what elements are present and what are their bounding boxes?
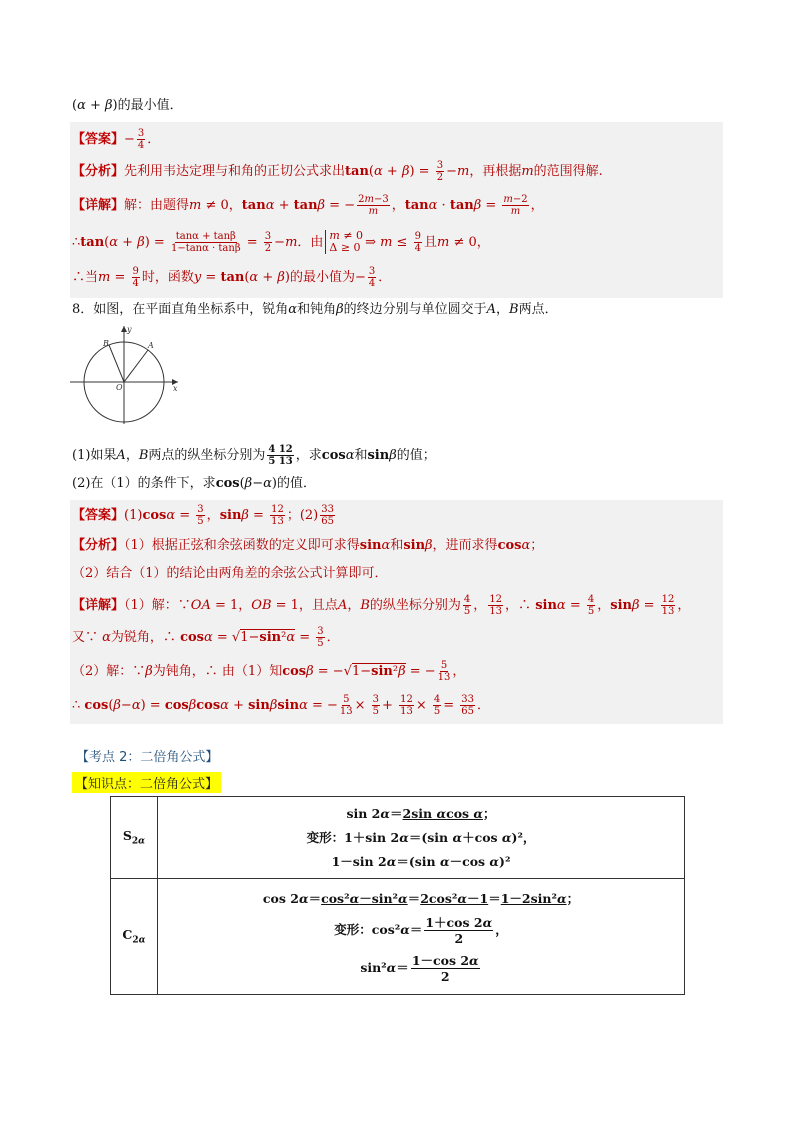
point-a-label: A [148,341,154,350]
formula-line: 1－sin 2α＝(sin α－cos α)² [331,853,511,869]
detail-tag: 【详解】 [72,598,125,613]
q7-detail-line2: ∴tan(α + β) = $\frac{\tan\alpha + \tan\beta}{1-\tan\alpha \cdot \tan\beta}$ = $\frac{3}{2}$ −m．由 m ≠ 0 Δ ≥ 0 ⇒ m ≤ $\frac{9}{4}$ 且m ≠ 0， [72,229,490,254]
q7-detail-line3: ∴当m = $\frac{9}{4}$ 时，函数y = tan(α + β)的最小值为− $\frac{3}{4}$ ． [72,266,392,289]
q7-analysis: 【分析】先利用韦达定理与和角的正切公式求出tan(α + β) = $\frac{3}{2}$ −m，再根据m的范围得解. [72,160,603,183]
answer-tag: 【答案】 [72,132,125,147]
q8-detail-line2: 又∵ α为锐角，∴ cosα = √1−sin²α = $\frac{3}{5}$ ． [72,626,340,649]
formula-line: sin²α＝ $\frac{1-\cos 2\alpha}{2}$ [360,952,479,984]
analysis-tag: 【分析】 [72,164,125,179]
section-heading: 【考点 2：二倍角公式】 [76,750,219,765]
q8-detail-line3: （2）解：∵β为钝角，∴ 由（1）知cosβ = −√1−sin²β = − $\frac{5}{13}$ ， [72,660,466,683]
knowledge-point-label: 【知识点：二倍角公式】 [72,772,221,793]
q7-answer: 【答案】− $\frac{3}{4}$ ． [72,128,161,151]
unit-circle-figure [66,322,182,426]
formula-line: 变形：cos²α＝ $\frac{1+\cos 2\alpha}{2}$ ， [334,914,508,946]
formula-line: sin 2α＝2sin αcos α； [346,805,496,821]
detail-tag: 【详解】 [72,198,125,213]
table-row [111,797,685,879]
origin-label: O [116,383,123,392]
double-angle-formula-table [110,796,685,995]
q8-analysis-line1: 【分析】（1）根据正弦和余弦函数的定义即可求得sinα和sinβ，进而求得cosα； [72,538,544,553]
q8-analysis-line2: （2）结合（1）的结论由两角差的余弦公式计算即可． [72,566,388,581]
question-tail: (α + β)的最小值． [72,98,183,113]
axis-x-label: x [173,384,178,393]
q8-part1: (1)如果A，B两点的纵坐标分别为 $\frac{4 12}{5 13}$ ，求cosα和sinβ的值； [72,444,436,467]
formula-line: 变形：1＋sin 2α＝(sin α＋cos α)²， [306,829,536,845]
q7-detail-line1: 【详解】解：由题得m ≠ 0，tanα + tanβ = − $\frac{2m-3}{m}$ ，tanα · tanβ = $\frac{m-2}{m}$ ， [72,194,544,217]
q8-detail-line4: ∴ cos(β−α) = cosβcosα + sinβsinα = − $\frac{5}{13}$ × $\frac{3}{5}$ + $\frac{12}{13}$ × $\frac{4}{5}$ = $\frac{33}{65}$ ． [72,694,490,717]
row-content-c2a [158,879,685,995]
q8-stem: 8．如图，在平面直角坐标系中，锐角α和钝角β的终边分别与单位圆交于A，B两点． [72,302,558,317]
row-label-c2a: $C_{2\alpha}$ [111,879,158,995]
q8-answer: 【答案】(1)cosα = $\frac{3}{5}$ ，sinβ = $\frac{12}{13}$ ；(2) $\frac{33}{65}$ [72,504,334,527]
analysis-tag: 【分析】 [72,538,125,553]
row-content-s2a [158,797,685,879]
q8-part2: (2)在（1）的条件下，求cos(β−α)的值． [72,476,316,491]
axis-y-label: y [127,325,132,334]
table-row [111,879,685,995]
q8-detail-line1: 【详解】（1）解：∵OA = 1，OB = 1，且点A，B的纵坐标分别为 $\frac{4}{5}$ ， $\frac{12}{13}$ ，∴ sinα = $\frac{4}{5}$ ，sinβ = $\frac{12}{13}$ ， [72,594,691,617]
formula-line: cos 2α＝cos²α－sin²α＝2cos²α－1＝1－2sin²α； [262,890,580,906]
point-b-label: B [103,339,109,348]
answer-tag: 【答案】 [72,508,125,523]
row-label-s2a: $S_{2\alpha}$ [111,797,158,879]
